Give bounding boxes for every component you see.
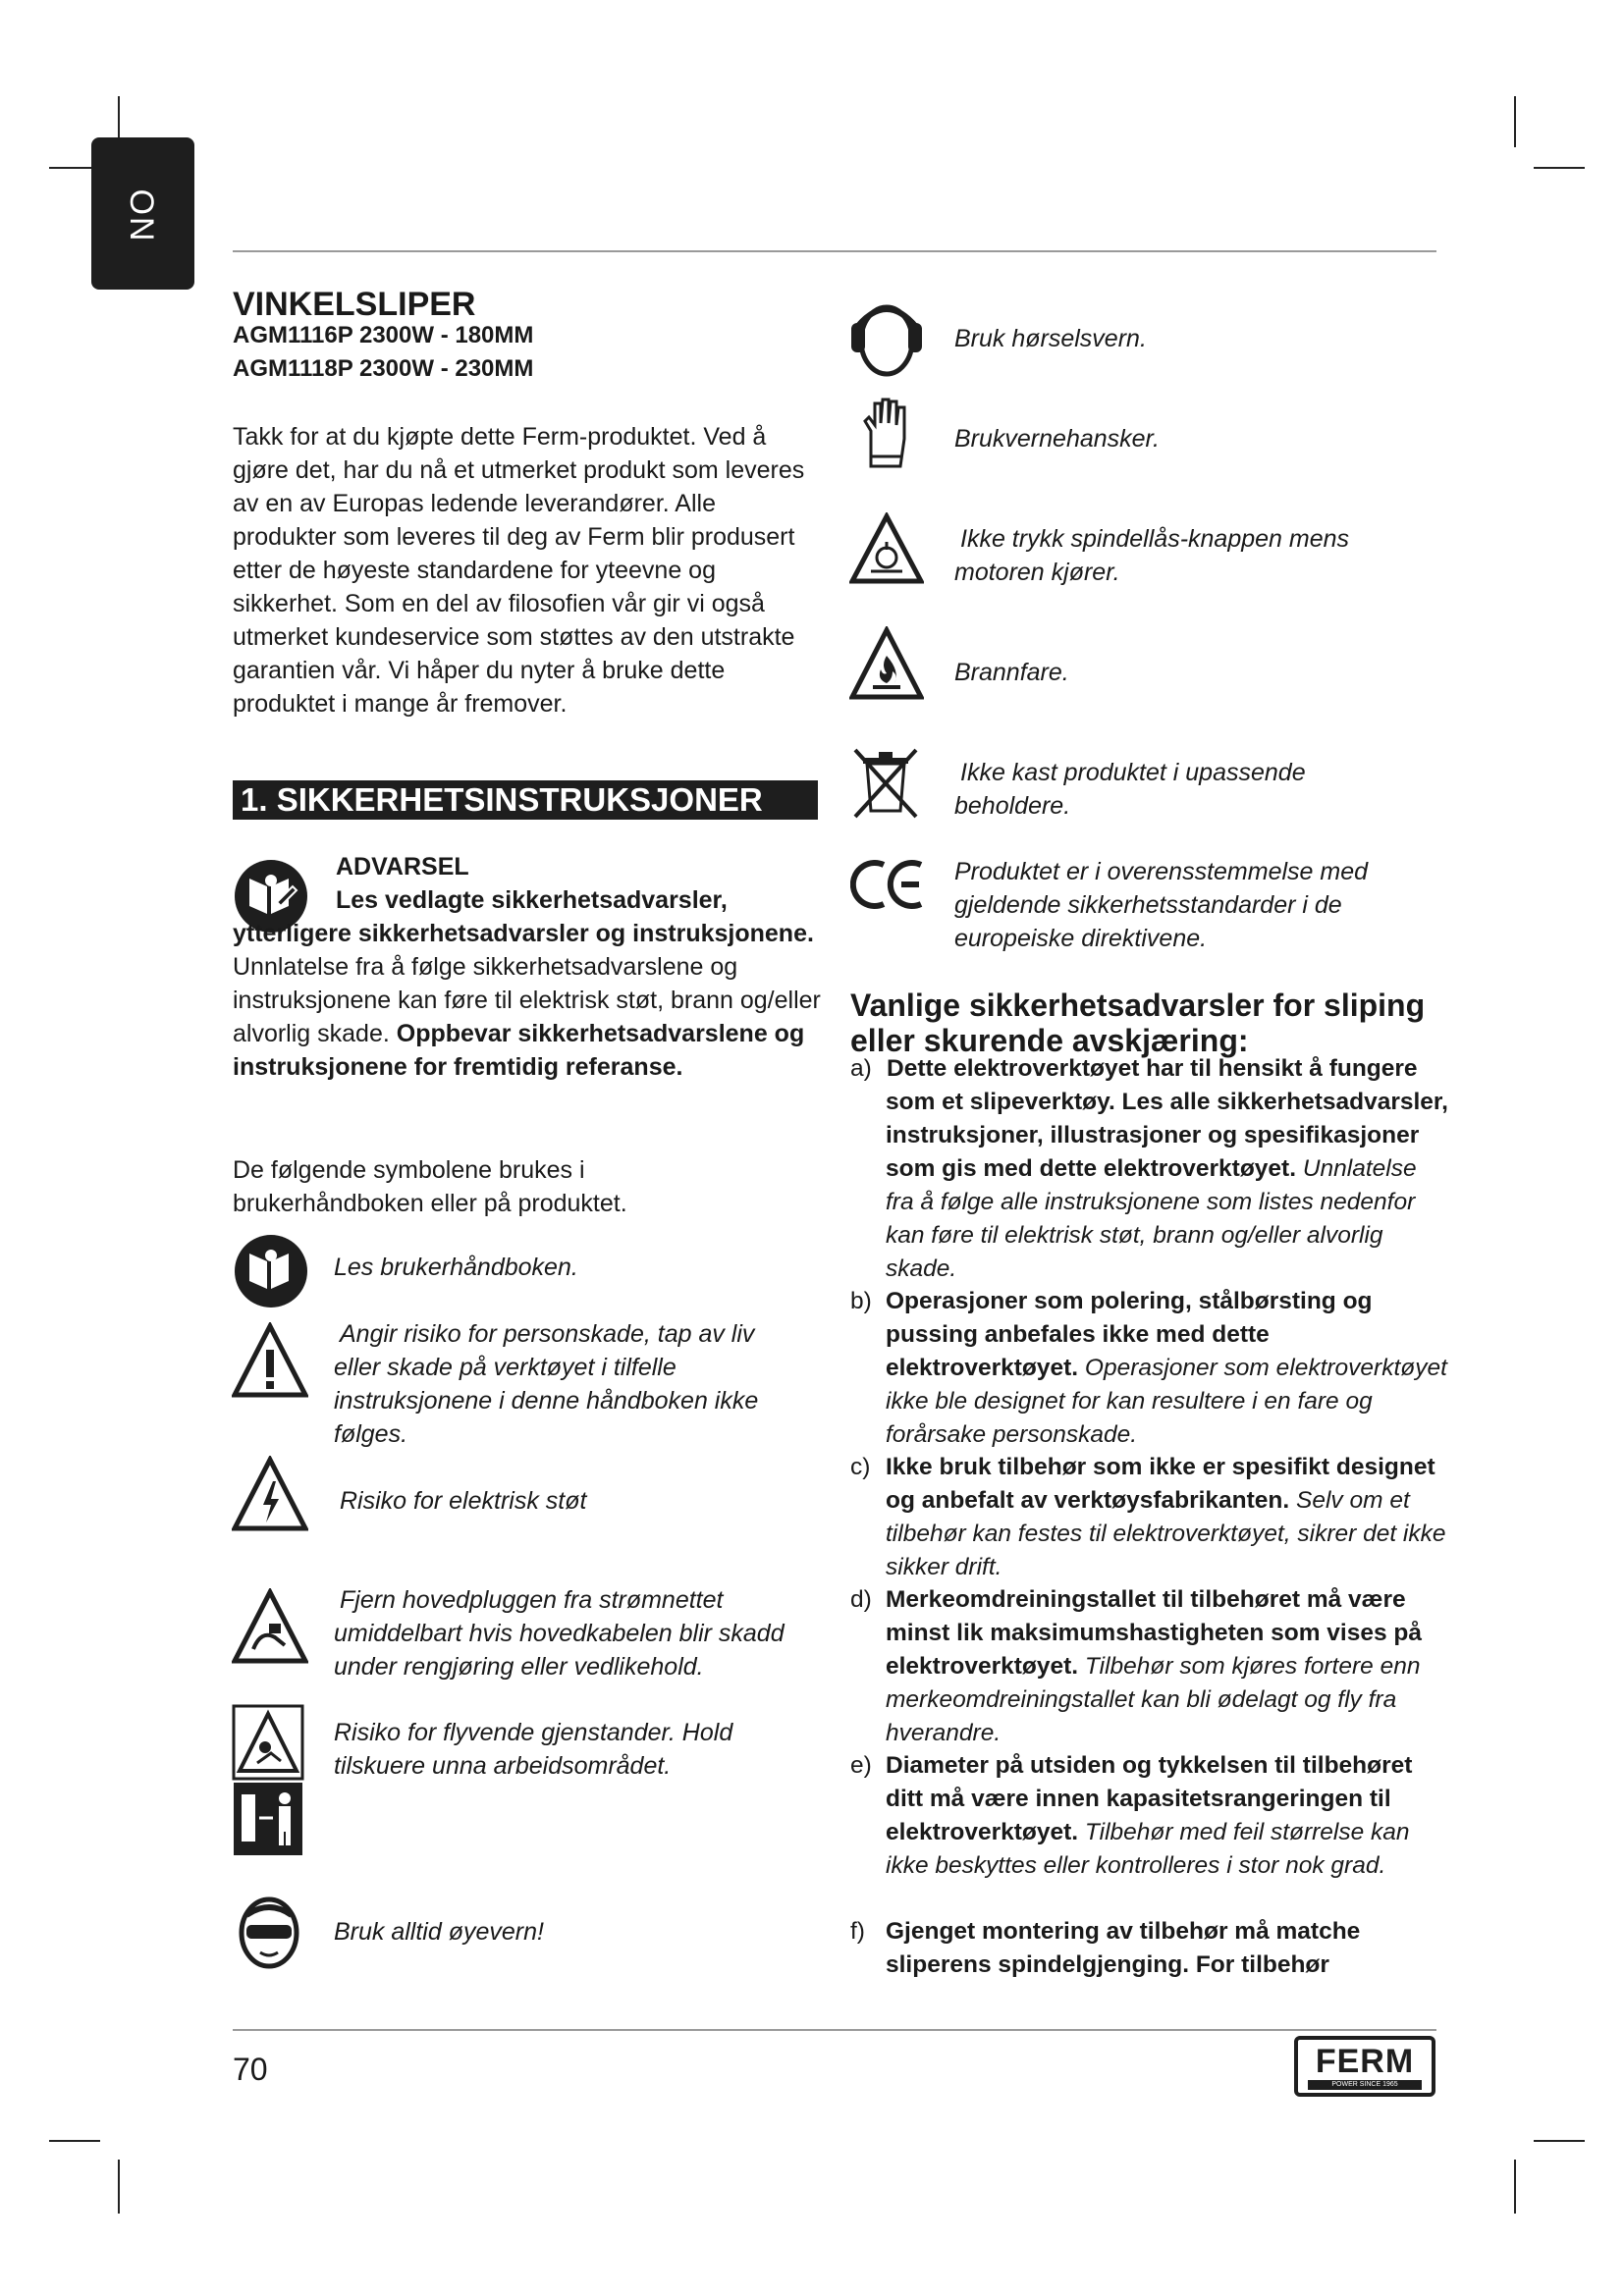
list-item-c: c) Ikke bruk tilbehør som ikke er spesifikt designet og anbefalt av verktøysfabrikanten. Selv om et tilbehør kan festes til elektroverktøyet, sikrer det ikke sikker drift. <box>850 1454 1446 1580</box>
crop-mark <box>1534 2140 1585 2142</box>
gloves-icon <box>857 396 918 472</box>
symbol-text-hearing: Bruk hørselsvern. <box>954 325 1147 352</box>
flying-objects-icon <box>232 1704 304 1857</box>
symbols-intro: De følgende symbolene brukes i brukerhåndboken eller på produktet. <box>233 1156 627 1217</box>
warning-block <box>233 850 822 1084</box>
list-item-f: f) Gjenget montering av tilbehør må matche sliperens spindelgjenging. For tilbehør <box>850 1918 1361 1978</box>
symbol-text-manual: Les brukerhåndboken. <box>334 1254 578 1281</box>
symbol-text-weee: Ikke kast produktet i upassende beholdere. <box>954 759 1306 820</box>
electric-shock-icon <box>232 1456 308 1532</box>
symbol-text-fire: Brannfare. <box>954 659 1069 686</box>
ce-mark-icon <box>850 857 927 912</box>
unplug-icon <box>232 1588 308 1665</box>
hearing-protection-icon <box>849 297 924 378</box>
crop-mark <box>49 2140 100 2142</box>
warning-normal-text: Unnlatelse fra å følge sikkerhetsadvarslene og instruksjonene kan føre til elektrisk støt, brann og/eller alvorlig skade. <box>233 953 821 1047</box>
symbol-text-spindle: Ikke trykk spindellås-knappen mens motoren kjører. <box>954 525 1350 586</box>
logo-wordmark: FERM <box>1315 2043 1415 2080</box>
ferm-logo <box>1294 2036 1435 2097</box>
crop-mark <box>1514 96 1516 147</box>
model-line-1: AGM1116P 2300W - 180MM <box>233 322 534 348</box>
right-heading: Vanlige sikkerhetsadvarsler for sliping eller skurende avskjæring: <box>850 988 1426 1058</box>
header-rule <box>233 250 1436 252</box>
intro-paragraph: Takk for at du kjøpte dette Ferm-produktet. Ved å gjøre det, har du nå et utmerket produkt som leveres av en av Europas ledende leverandører. Alle produkter som leveres til deg av Ferm blir produsert etter de høyeste standardene for yteevne og sikkerhet. Som en del av filosofien vår gir vi også utmerket kundeservice som støttes av den utstrakte garantien vår. Vi håper du nyter å bruke dette produktet i mange år fremover. <box>233 423 805 718</box>
symbol-text-eye: Bruk alltid øyevern! <box>334 1918 544 1946</box>
list-item-d: d) Merkeomdreiningstallet til tilbehøret må være minst lik maksimumshastigheten som vises på elektroverktøyet. Tilbehør som kjøres fortere enn merkeomdreiningstallet kan bli ødelagt og fly fra hverandre. <box>850 1586 1423 1746</box>
crop-mark <box>118 2160 120 2214</box>
page-title: VINKELSLIPER <box>233 286 476 323</box>
symbol-text-electric: Risiko for elektrisk støt <box>340 1487 587 1515</box>
footer-rule <box>233 2029 1436 2031</box>
symbol-text-unplug: Fjern hovedpluggen fra strømnettet umiddelbart hvis hovedkabelen blir skadd under rengjøring eller vedlikehold. <box>334 1586 785 1681</box>
logo-tagline: POWER SINCE 1965 <box>1308 2080 1422 2090</box>
section-heading: 1. SIKKERHETSINSTRUKSJONER <box>233 780 818 820</box>
fire-hazard-icon <box>849 626 924 701</box>
list-item-b: b) Operasjoner som polering, stålbørsting og pussing anbefales ikke med dette elektroverktøyet. Operasjoner som elektroverktøyet ikke ble designet for kan resultere i en fare og forårsake personskade. <box>850 1288 1447 1448</box>
symbol-text-ce: Produktet er i overensstemmelse med gjeldende sikkerhetsstandarder i de europeiske direktivene. <box>954 858 1369 952</box>
language-tab-label: NO <box>124 187 161 240</box>
page-number: 70 <box>233 2052 268 2087</box>
warning-triangle-icon <box>232 1322 308 1399</box>
warning-label: ADVARSEL <box>336 853 469 881</box>
language-tab <box>91 137 194 290</box>
list-item-a: a) Dette elektroverktøyet har til hensikt å fungere som et slipeverktøy. Les alle sikkerhetsadvarsler, instruksjoner, illustrasjoner og spesifikasjoner som gis med dette elektroverktøyet. Unnlatelse fra å følge alle instruksjonene som listes nedenfor kan føre til elektrisk støt, brann og/eller alvorlig skade. <box>850 1055 1448 1282</box>
symbol-text-flying: Risiko for flyvende gjenstander. Hold tilskuere unna arbeidsområdet. <box>334 1719 733 1780</box>
eye-protection-icon <box>237 1896 301 1970</box>
weee-bin-icon <box>851 746 920 821</box>
manual-icon <box>232 1232 310 1310</box>
crop-mark <box>1534 167 1585 169</box>
crop-mark <box>1514 2160 1516 2214</box>
warning-bold-1: Les vedlagte sikkerhetsadvarsler, ytterligere sikkerhetsadvarsler og instruksjonene. <box>233 886 814 947</box>
symbol-text-warning: Angir risiko for personskade, tap av liv eller skade på verktøyet i tilfelle instruksjonene i denne håndboken ikke følges. <box>334 1320 759 1448</box>
symbol-text-gloves: Brukvernehansker. <box>954 425 1160 453</box>
spindle-lock-warning-icon <box>849 512 924 585</box>
warning-bold-2: Oppbevar sikkerhetsadvarslene og instruksjonene for fremtidig referanse. <box>233 1020 805 1081</box>
model-line-2: AGM1118P 2300W - 230MM <box>233 355 534 382</box>
list-item-e: e) Diameter på utsiden og tykkelsen til tilbehøret ditt må være innen kapasitetsrangeringen til elektroverktøyet. Tilbehør med feil størrelse kan ikke beskyttes eller kontrolleres i stor nok grad. <box>850 1752 1413 1879</box>
